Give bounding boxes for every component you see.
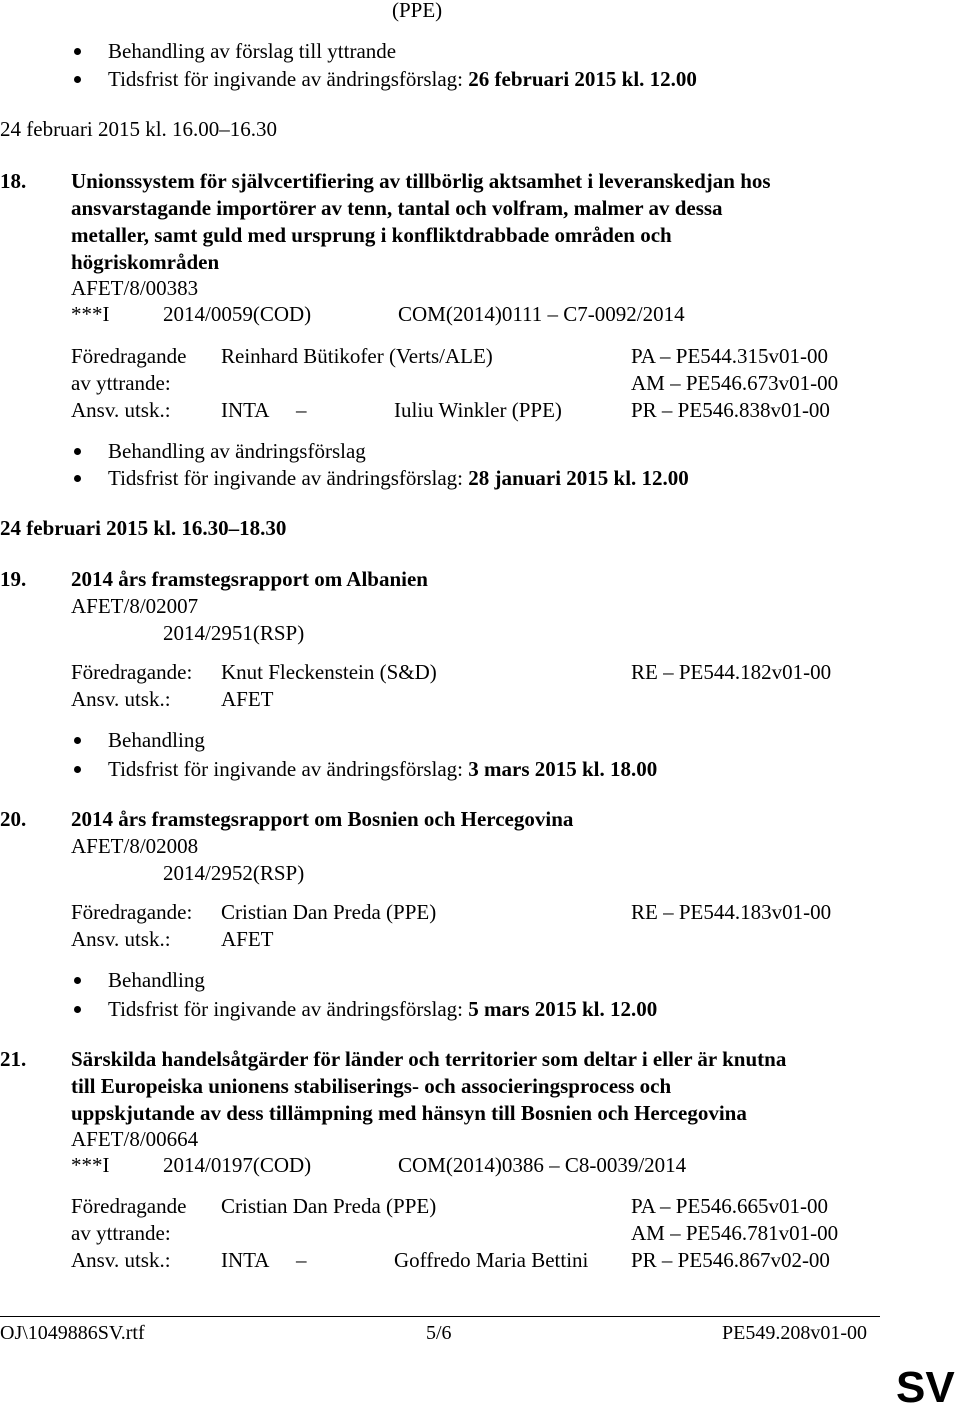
footer-document-ref: PE549.208v01-00 bbox=[722, 1322, 867, 1344]
responsible-committee-label: Ansv. utsk.: bbox=[71, 1248, 171, 1272]
item-title-line: uppskjutande av dess tillämpning med hänsyn till Bosnien och Hercegovina bbox=[71, 1101, 747, 1125]
document-ref: PA – PE544.315v01-00 bbox=[631, 344, 829, 368]
rapporteur-label: Föredragande: bbox=[71, 660, 193, 684]
procedure-code: 2014/2951(RSP) bbox=[163, 621, 305, 645]
rapporteur-name: Reinhard Bütikofer (Verts/ALE) bbox=[221, 344, 493, 368]
item-title: 2014 års framstegsrapport om Bosnien och Hercegovina bbox=[71, 807, 574, 831]
document-ref: RE – PE544.182v01-00 bbox=[631, 660, 832, 684]
separator-dash: – bbox=[296, 398, 307, 422]
committee-ref: AFET/8/00383 bbox=[71, 276, 199, 300]
agenda-bullet: Behandling av ändringsförslag bbox=[108, 439, 366, 463]
deadline-bullet bbox=[108, 996, 657, 1023]
deadline-label: Tidsfrist för ingivande av ändringsförslag: bbox=[108, 997, 469, 1021]
rapporteur-label: Föredragande bbox=[71, 1194, 187, 1218]
agenda-bullet: Behandling bbox=[108, 728, 205, 752]
rapporteur-name: Cristian Dan Preda (PPE) bbox=[221, 1194, 437, 1218]
committee-ref: AFET/8/02007 bbox=[71, 594, 199, 618]
responsible-rapporteur: Iuliu Winkler (PPE) bbox=[394, 398, 562, 422]
session-time: 24 februari 2015 kl. 16.00–16.30 bbox=[0, 117, 278, 141]
agenda-bullet: Behandling av förslag till yttrande bbox=[108, 39, 397, 63]
procedure-com: COM(2014)0386 – C8-0039/2014 bbox=[398, 1153, 687, 1177]
document-ref: PA – PE546.665v01-00 bbox=[631, 1194, 829, 1218]
deadline-bullet bbox=[108, 756, 657, 783]
separator-dash: – bbox=[296, 1248, 307, 1272]
deadline-label: Tidsfrist för ingivande av ändringsförslag: bbox=[108, 466, 469, 490]
rapporteur-label: Föredragande bbox=[71, 344, 187, 368]
procedure-com: COM(2014)0111 – C7-0092/2014 bbox=[398, 302, 685, 326]
responsible-committee-label: Ansv. utsk.: bbox=[71, 687, 171, 711]
document-ref: PR – PE546.867v02-00 bbox=[631, 1248, 830, 1272]
procedure-code: 2014/0059(COD) bbox=[163, 302, 312, 326]
deadline-bullet bbox=[108, 66, 697, 93]
item-number: 20. bbox=[0, 807, 27, 831]
procedure-marker: ***I bbox=[71, 1153, 110, 1177]
responsible-committee: AFET bbox=[221, 687, 274, 711]
item-title-line: metaller, samt guld med ursprung i konfliktdrabbade områden och bbox=[71, 223, 672, 247]
document-ref: AM – PE546.673v01-00 bbox=[631, 371, 839, 395]
deadline-value: 3 mars 2015 kl. 18.00 bbox=[468, 757, 658, 781]
document-ref: AM – PE546.781v01-00 bbox=[631, 1221, 839, 1245]
page-continuation-text: (PPE) bbox=[392, 0, 443, 22]
footer-filename: OJ\1049886SV.rtf bbox=[0, 1322, 145, 1344]
responsible-committee-label: Ansv. utsk.: bbox=[71, 398, 171, 422]
item-title-line: Unionssystem för självcertifiering av tillbörlig aktsamhet i leveranskedjan hos bbox=[71, 169, 771, 193]
deadline-label: Tidsfrist för ingivande av ändringsförslag: bbox=[108, 67, 469, 91]
procedure-code: 2014/2952(RSP) bbox=[163, 861, 305, 885]
item-number: 19. bbox=[0, 567, 27, 591]
footer-page-number: 5/6 bbox=[426, 1322, 452, 1344]
item-title-line: högriskområden bbox=[71, 250, 220, 274]
session-time: 24 februari 2015 kl. 16.30–18.30 bbox=[0, 516, 287, 540]
item-title: 2014 års framstegsrapport om Albanien bbox=[71, 567, 428, 591]
responsible-committee-label: Ansv. utsk.: bbox=[71, 927, 171, 951]
responsible-committee: INTA bbox=[221, 398, 270, 422]
rapporteur-label: av yttrande: bbox=[71, 371, 171, 395]
responsible-committee: AFET bbox=[221, 927, 274, 951]
rapporteur-label: Föredragande: bbox=[71, 900, 193, 924]
document-ref: RE – PE544.183v01-00 bbox=[631, 900, 832, 924]
deadline-bullet bbox=[108, 465, 689, 492]
responsible-rapporteur: Goffredo Maria Bettini bbox=[394, 1248, 589, 1272]
rapporteur-name: Knut Fleckenstein (S&D) bbox=[221, 660, 437, 684]
deadline-label: Tidsfrist för ingivande av ändringsförslag: bbox=[108, 757, 469, 781]
agenda-bullet: Behandling bbox=[108, 968, 205, 992]
item-number: 18. bbox=[0, 169, 27, 193]
deadline-value: 5 mars 2015 kl. 12.00 bbox=[468, 997, 658, 1021]
rapporteur-label: av yttrande: bbox=[71, 1221, 171, 1245]
item-number: 21. bbox=[0, 1047, 27, 1071]
committee-ref: AFET/8/00664 bbox=[71, 1127, 199, 1151]
deadline-value: 28 januari 2015 kl. 12.00 bbox=[468, 466, 689, 490]
footer-rule bbox=[0, 1316, 880, 1317]
document-ref: PR – PE546.838v01-00 bbox=[631, 398, 830, 422]
language-code: SV bbox=[896, 1363, 955, 1412]
committee-ref: AFET/8/02008 bbox=[71, 834, 199, 858]
procedure-marker: ***I bbox=[71, 302, 110, 326]
procedure-code: 2014/0197(COD) bbox=[163, 1153, 312, 1177]
item-title-line: Särskilda handelsåtgärder för länder och territorier som deltar i eller är knutna bbox=[71, 1047, 787, 1071]
rapporteur-name: Cristian Dan Preda (PPE) bbox=[221, 900, 437, 924]
responsible-committee: INTA bbox=[221, 1248, 270, 1272]
item-title-line: ansvarstagande importörer av tenn, tantal och volfram, malmer av dessa bbox=[71, 196, 723, 220]
item-title-line: till Europeiska unionens stabiliserings- och associeringsprocess och bbox=[71, 1074, 672, 1098]
deadline-value: 26 februari 2015 kl. 12.00 bbox=[468, 67, 697, 91]
